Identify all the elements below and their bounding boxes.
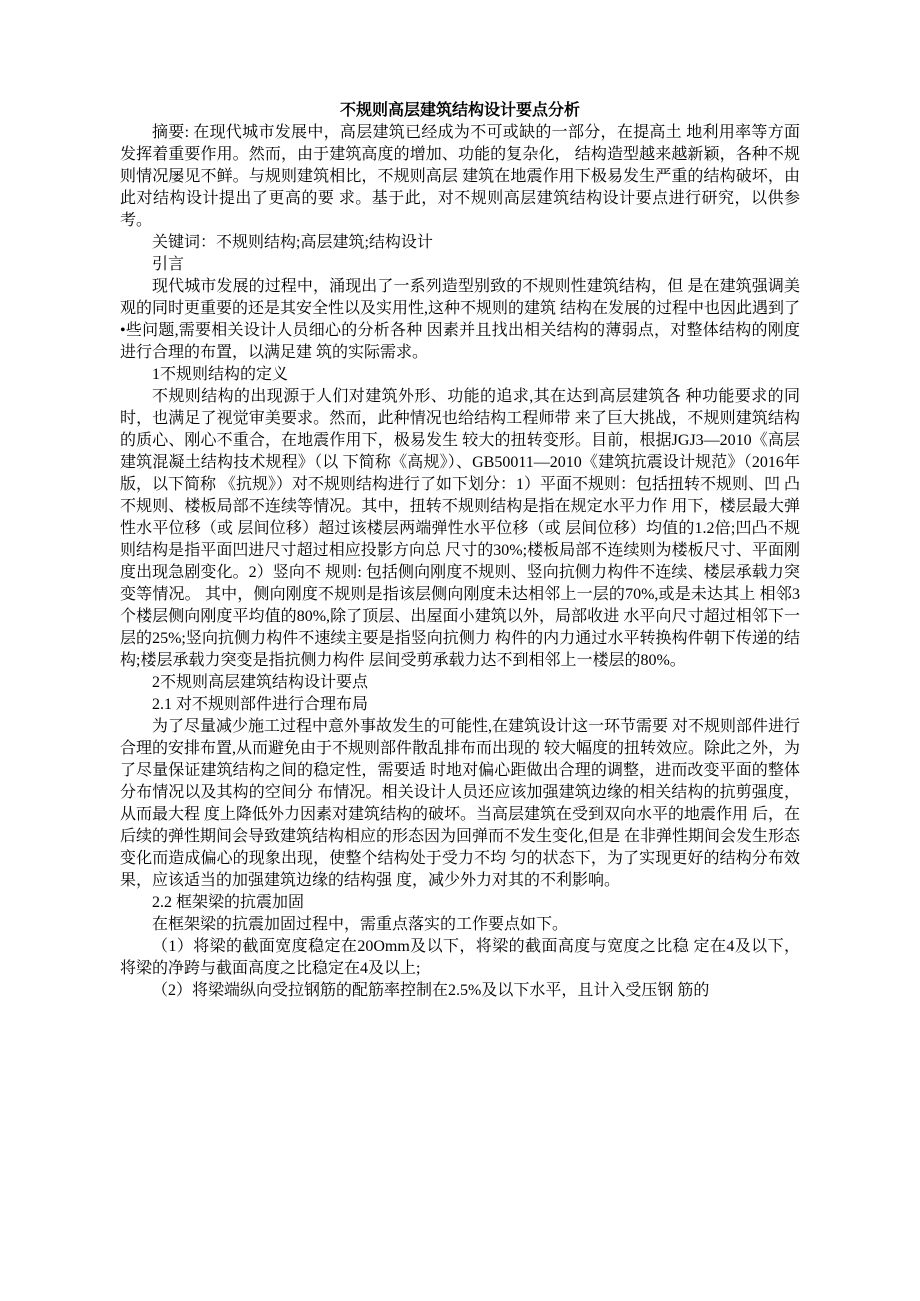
section-2-2-intro: 在框架梁的抗震加固过程中，需重点落实的工作要点如下。	[152, 916, 569, 933]
abstract-paragraph: 摘要: 在现代城市发展中，高层建筑已经成为不可或缺的一部分，在提高土 地利用率等方面发挥着重要作用。然而，由于建筑高度的增加、功能的复杂化， 结构造型越来越新颖，各种不规则情况屡见不鲜。与规则建筑相比，不规则高层 建筑在地震作用下极易发生严重的结构破坏，由此对结构设计提出了更高的要 求。基于此，对不规则高层建筑结构设计要点进行研究，以供参考。	[120, 124, 800, 229]
list-item-2: （2）将梁端纵向受拉钢筋的配筋率控制在2.5%及以下水平，且计入受压钢 筋的	[152, 982, 710, 999]
keywords-line: 关键词：不规则结构;高层建筑;结构设计	[152, 234, 433, 251]
section-1-heading: 1不规则结构的定义	[152, 366, 289, 383]
section-2-2-heading: 2.2 框架梁的抗震加固	[152, 894, 305, 911]
document-title: 不规则高层建筑结构设计要点分析	[339, 102, 580, 119]
list-item-1: （1）将梁的截面宽度稳定在20Omm及以下，将梁的截面高度与宽度之比稳 定在4及以下，将梁的净跨与截面高度之比稳定在4及以上;	[120, 938, 800, 977]
section-1-paragraph: 不规则结构的出现源于人们对建筑外形、功能的追求,其在达到高层建筑各 种功能要求的同时，也满足了视觉审美要求。然而，此种情况也给结构工程师带 来了巨大挑战，不规则建筑结构的质心、刚心不重合，在地震作用下，极易发生 较大的扭转变形。目前，根据JGJ3—2010《高层建筑混凝土结构技术规程》（以 下简称《高规》）、GB50011—2010《建筑抗震设计规范》（2016年版，以下简称 《抗规》）对不规则结构进行了如下划分：1）平面不规则：包括扭转不规则、凹 凸不规则、楼板局部不连续等情况。其中，扭转不规则结构是指在规定水平力作 用下，楼层最大弹性水平位移（或 层间位移）超过该楼层两端弹性水平位移（或 层间位移）均值的1.2倍;凹凸不规则结构是指平面凹进尺寸超过相应投影方向总 尺寸的30%;楼板局部不连续则为楼板尺寸、平面刚度出现急剧变化。2）竖向不 规则: 包括侧向刚度不规则、竖向抗侧力构件不连续、楼层承载力突变等情况。 其中，侧向刚度不规则是指该层侧向刚度未达相邻上一层的70%,或是未达其上 相邻3个楼层侧向刚度平均值的80%,除了顶层、出屋面小建筑以外，局部收进 水平向尺寸超过相邻下一层的25%;竖向抗侧力构件不速续主要是指竖向抗侧力 构件的内力通过水平转换构件朝下传递的结构;楼层承载力突变是指抗侧力构件 层间受剪承载力达不到相邻上一楼层的80%。	[120, 388, 801, 669]
section-2-1-heading: 2.1 对不规则部件进行合理布局	[152, 696, 369, 713]
intro-paragraph: 现代城市发展的过程中，涌现出了一系列造型别致的不规则性建筑结构，但 是在建筑强调美观的同时更重要的还是其安全性以及实用性,这种不规则的建筑 结构在发展的过程中也因此遇到了 •些问题,需要相关设计人员细心的分析各种 因素并且找出相关结构的薄弱点，对整体结构的刚度进行合理的布置，以满足建 筑的实际需求。	[120, 278, 801, 361]
intro-heading: 引言	[152, 256, 185, 273]
section-2-heading: 2不规则高层建筑结构设计要点	[152, 674, 369, 691]
section-2-1-paragraph: 为了尽量减少施工过程中意外事故发生的可能性,在建筑设计这一环节需要 对不规则部件进行合理的安排布置,从而避免由于不规则部件散乱排布而出现的 较大幅度的扭转效应。除此之外，为了尽量保证建筑结构之间的稳定性，需要适 时地对偏心距做出合理的调整，进而改变平面的整体分布情况以及其构的空间分 布情况。相关设计人员还应该加强建筑边缘的相关结构的抗剪强度，从而最大程 度上降低外力因素对建筑结构的破坏。当高层建筑在受到双向水平的地震作用 后，在后续的弹性期间会导致建筑结构相应的形态因为回弹而不发生变化,但是 在非弹性期间会发生形态变化而造成偏心的现象出现，使整个结构处于受力不均 匀的状态下，为了实现更好的结构分布效果，应该适当的加强建筑边缘的结构强 度，减少外力对其的不利影响。	[120, 718, 801, 889]
